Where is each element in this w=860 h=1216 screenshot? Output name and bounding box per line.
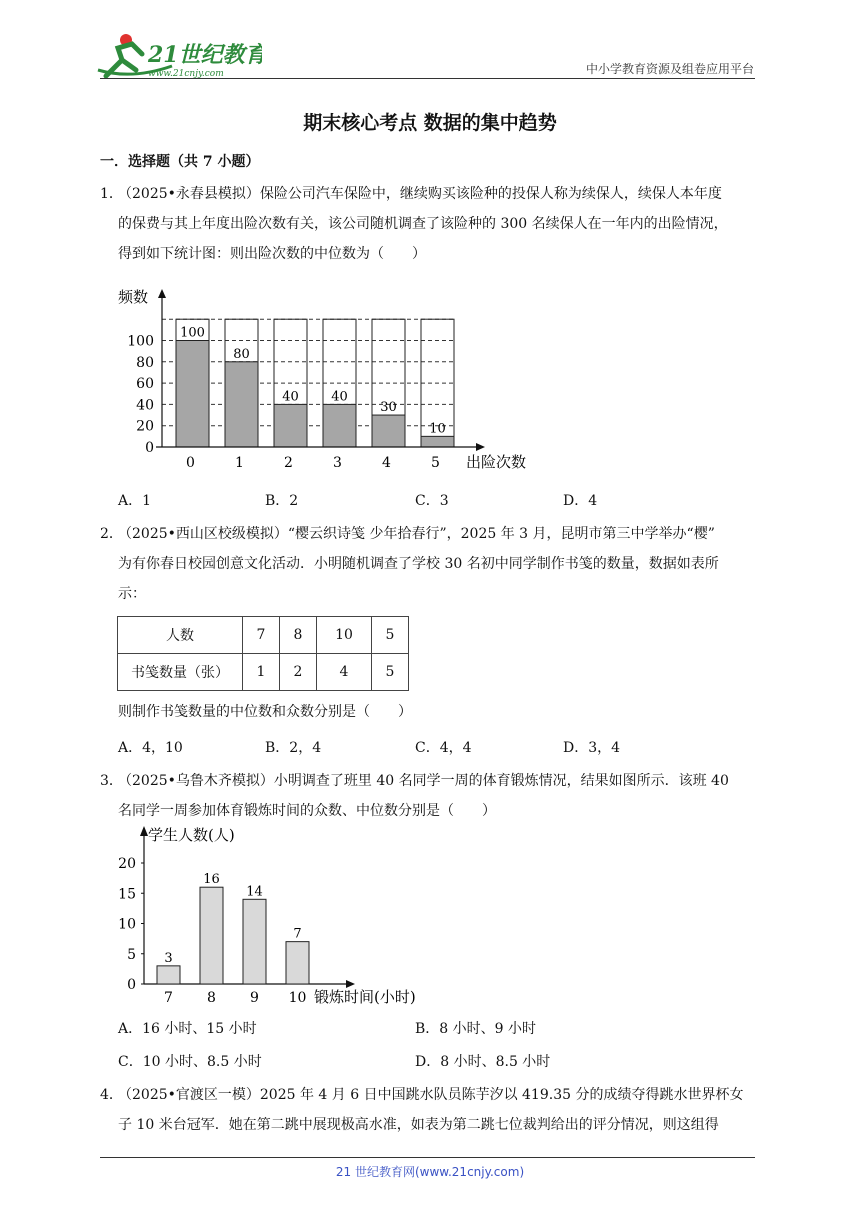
bar: [372, 415, 405, 447]
question-1: [100, 179, 760, 269]
site-logo: [92, 30, 262, 82]
question-text: [118, 179, 760, 209]
runner-logo-icon: [92, 30, 262, 82]
question-line: 的保费与其上年度出险次数有关，该公司随机调查了该险种的 300 名续保人在一年内的出险情况，: [118, 216, 728, 232]
x-axis-title: 锻炼时间(小时): [314, 988, 416, 1006]
data-label: 80: [233, 346, 250, 362]
table-cell: 5: [372, 654, 409, 691]
svg-text:21世纪教育: 21世纪教育: [148, 42, 262, 68]
question-line: 得到如下统计图：则出险次数的中位数为（ ）: [118, 246, 426, 262]
q1-option-d[interactable]: D．4: [563, 493, 598, 509]
bar: [323, 404, 356, 447]
y-tick-label: 40: [136, 397, 154, 414]
question-2: [100, 519, 760, 609]
data-label: 14: [246, 884, 263, 900]
table-cell: 人数: [118, 617, 243, 654]
exercise-time-bar-chart: [112, 824, 442, 1010]
table-row: [118, 654, 409, 691]
question-line: 子 10 米台冠军．她在第二跳中展现极高水准，如表为第二跳七位裁判给出的评分情况，则这组得: [118, 1117, 719, 1133]
footer-divider: [100, 1157, 755, 1158]
data-label: 16: [203, 872, 220, 888]
header-divider: [100, 78, 755, 79]
question-line: （2025•乌鲁木齐模拟）小明调查了班里 40 名同学一周的体育锻炼情况，结果如图所示．该班 40: [118, 773, 729, 789]
data-label: 100: [180, 325, 205, 341]
q3-option-c[interactable]: C．10 小时、8.5 小时: [118, 1054, 262, 1070]
table-cell: 7: [243, 617, 280, 654]
q3-option-a[interactable]: A．16 小时、15 小时: [118, 1021, 257, 1037]
bar: [176, 341, 209, 448]
page-title: 期末核心考点 数据的集中趋势: [303, 112, 557, 134]
y-axis-arrow: [158, 289, 166, 298]
footer-link[interactable]: 21 世纪教育网(www.21cnjy.com): [335, 1165, 525, 1179]
bar: [274, 404, 307, 447]
bar: [200, 887, 223, 984]
question-number: 2．: [100, 526, 123, 542]
bar: [243, 899, 266, 984]
table-cell: 2: [280, 654, 317, 691]
y-tick-label: 100: [127, 333, 154, 350]
y-tick-label: 15: [118, 886, 136, 903]
data-label: 40: [282, 389, 299, 405]
y-tick-label: 10: [118, 916, 136, 933]
x-axis-title: 出险次数: [466, 453, 527, 471]
data-label: 40: [331, 389, 348, 405]
y-axis-title: 频数: [118, 288, 149, 306]
q2-option-a[interactable]: A．4，10: [118, 740, 183, 756]
q2-followup: 则制作书笺数量的中位数和众数分别是（ ）: [118, 704, 412, 720]
question-line: （2025•永春县模拟）保险公司汽车保险中，继续购买该险种的投保人称为续保人，续保人本年度: [118, 186, 722, 202]
q2-option-c[interactable]: C．4，4: [415, 740, 472, 756]
table-cell: 书笺数量（张）: [118, 654, 243, 691]
x-tick-label: 4: [382, 455, 391, 471]
bookmark-count-table: [117, 616, 409, 691]
question-4: [100, 1080, 760, 1140]
x-axis-arrow: [346, 980, 355, 988]
x-tick-label: 8: [207, 990, 216, 1006]
table-cell: 10: [317, 617, 372, 654]
q1-option-b[interactable]: B．2: [265, 493, 299, 509]
data-label: 3: [164, 950, 173, 966]
x-tick-label: 10: [288, 990, 307, 1006]
y-tick-label: 20: [136, 418, 154, 435]
insurance-claims-bar-chart: [110, 284, 550, 476]
y-tick-label: 80: [136, 354, 154, 371]
question-line: 示：: [118, 586, 146, 602]
table-cell: 4: [317, 654, 372, 691]
table-cell: 5: [372, 617, 409, 654]
section-heading: 一．选择题（共 7 小题）: [100, 154, 260, 170]
question-number: 4．: [100, 1087, 123, 1103]
question-line: （2025•官渡区一模）2025 年 4 月 6 日中国跳水队员陈芋汐以 419.35 分的成绩夺得跳水世界杯女: [118, 1087, 744, 1103]
x-axis-arrow: [476, 443, 485, 451]
x-tick-label: 2: [284, 455, 293, 471]
question-number: 1．: [100, 186, 123, 202]
data-label: 30: [380, 400, 397, 416]
bar: [421, 436, 454, 447]
y-axis-arrow: [140, 826, 148, 836]
header-platform-name: 中小学教育资源及组卷应用平台: [585, 62, 754, 76]
table-row: [118, 617, 409, 654]
q1-option-a[interactable]: A．1: [118, 493, 152, 509]
question-line: 名同学一周参加体育锻炼时间的众数、中位数分别是（ ）: [118, 803, 496, 819]
q3-option-b[interactable]: B．8 小时、9 小时: [415, 1021, 537, 1037]
q2-option-d[interactable]: D．3，4: [563, 740, 621, 756]
table-cell: 8: [280, 617, 317, 654]
x-tick-label: 0: [186, 455, 195, 471]
bar: [225, 362, 258, 447]
y-tick-label: 0: [145, 440, 154, 456]
y-tick-label: 0: [127, 977, 136, 993]
question-line: 为有你春日校园创意文化活动．小明随机调查了学校 30 名初中同学制作书笺的数量，数据如表所: [118, 556, 719, 572]
x-tick-label: 3: [333, 455, 342, 471]
question-line: （2025•西山区校级模拟）“樱云织诗笺 少年拾春行”，2025 年 3 月，昆明市第三中学举办“樱”: [118, 526, 715, 542]
x-tick-label: 5: [431, 455, 440, 471]
x-tick-label: 9: [250, 990, 259, 1006]
bar: [286, 942, 309, 984]
y-tick-label: 5: [127, 946, 136, 963]
y-tick-label: 20: [118, 856, 136, 872]
data-label: 7: [293, 926, 302, 942]
q2-option-b[interactable]: B．2，4: [265, 740, 322, 756]
svg-text:www.21cnjy.com: www.21cnjy.com: [148, 69, 224, 79]
question-3: [100, 766, 760, 826]
q3-option-d[interactable]: D．8 小时、8.5 小时: [415, 1054, 551, 1070]
q1-option-c[interactable]: C．3: [415, 493, 449, 509]
y-axis-title: 学生人数(人): [148, 826, 235, 844]
y-tick-label: 60: [136, 376, 154, 393]
question-number: 3．: [100, 773, 123, 789]
x-tick-label: 7: [164, 990, 173, 1006]
data-label: 10: [429, 421, 446, 437]
bar: [157, 966, 180, 984]
x-tick-label: 1: [235, 455, 244, 471]
table-cell: 1: [243, 654, 280, 691]
